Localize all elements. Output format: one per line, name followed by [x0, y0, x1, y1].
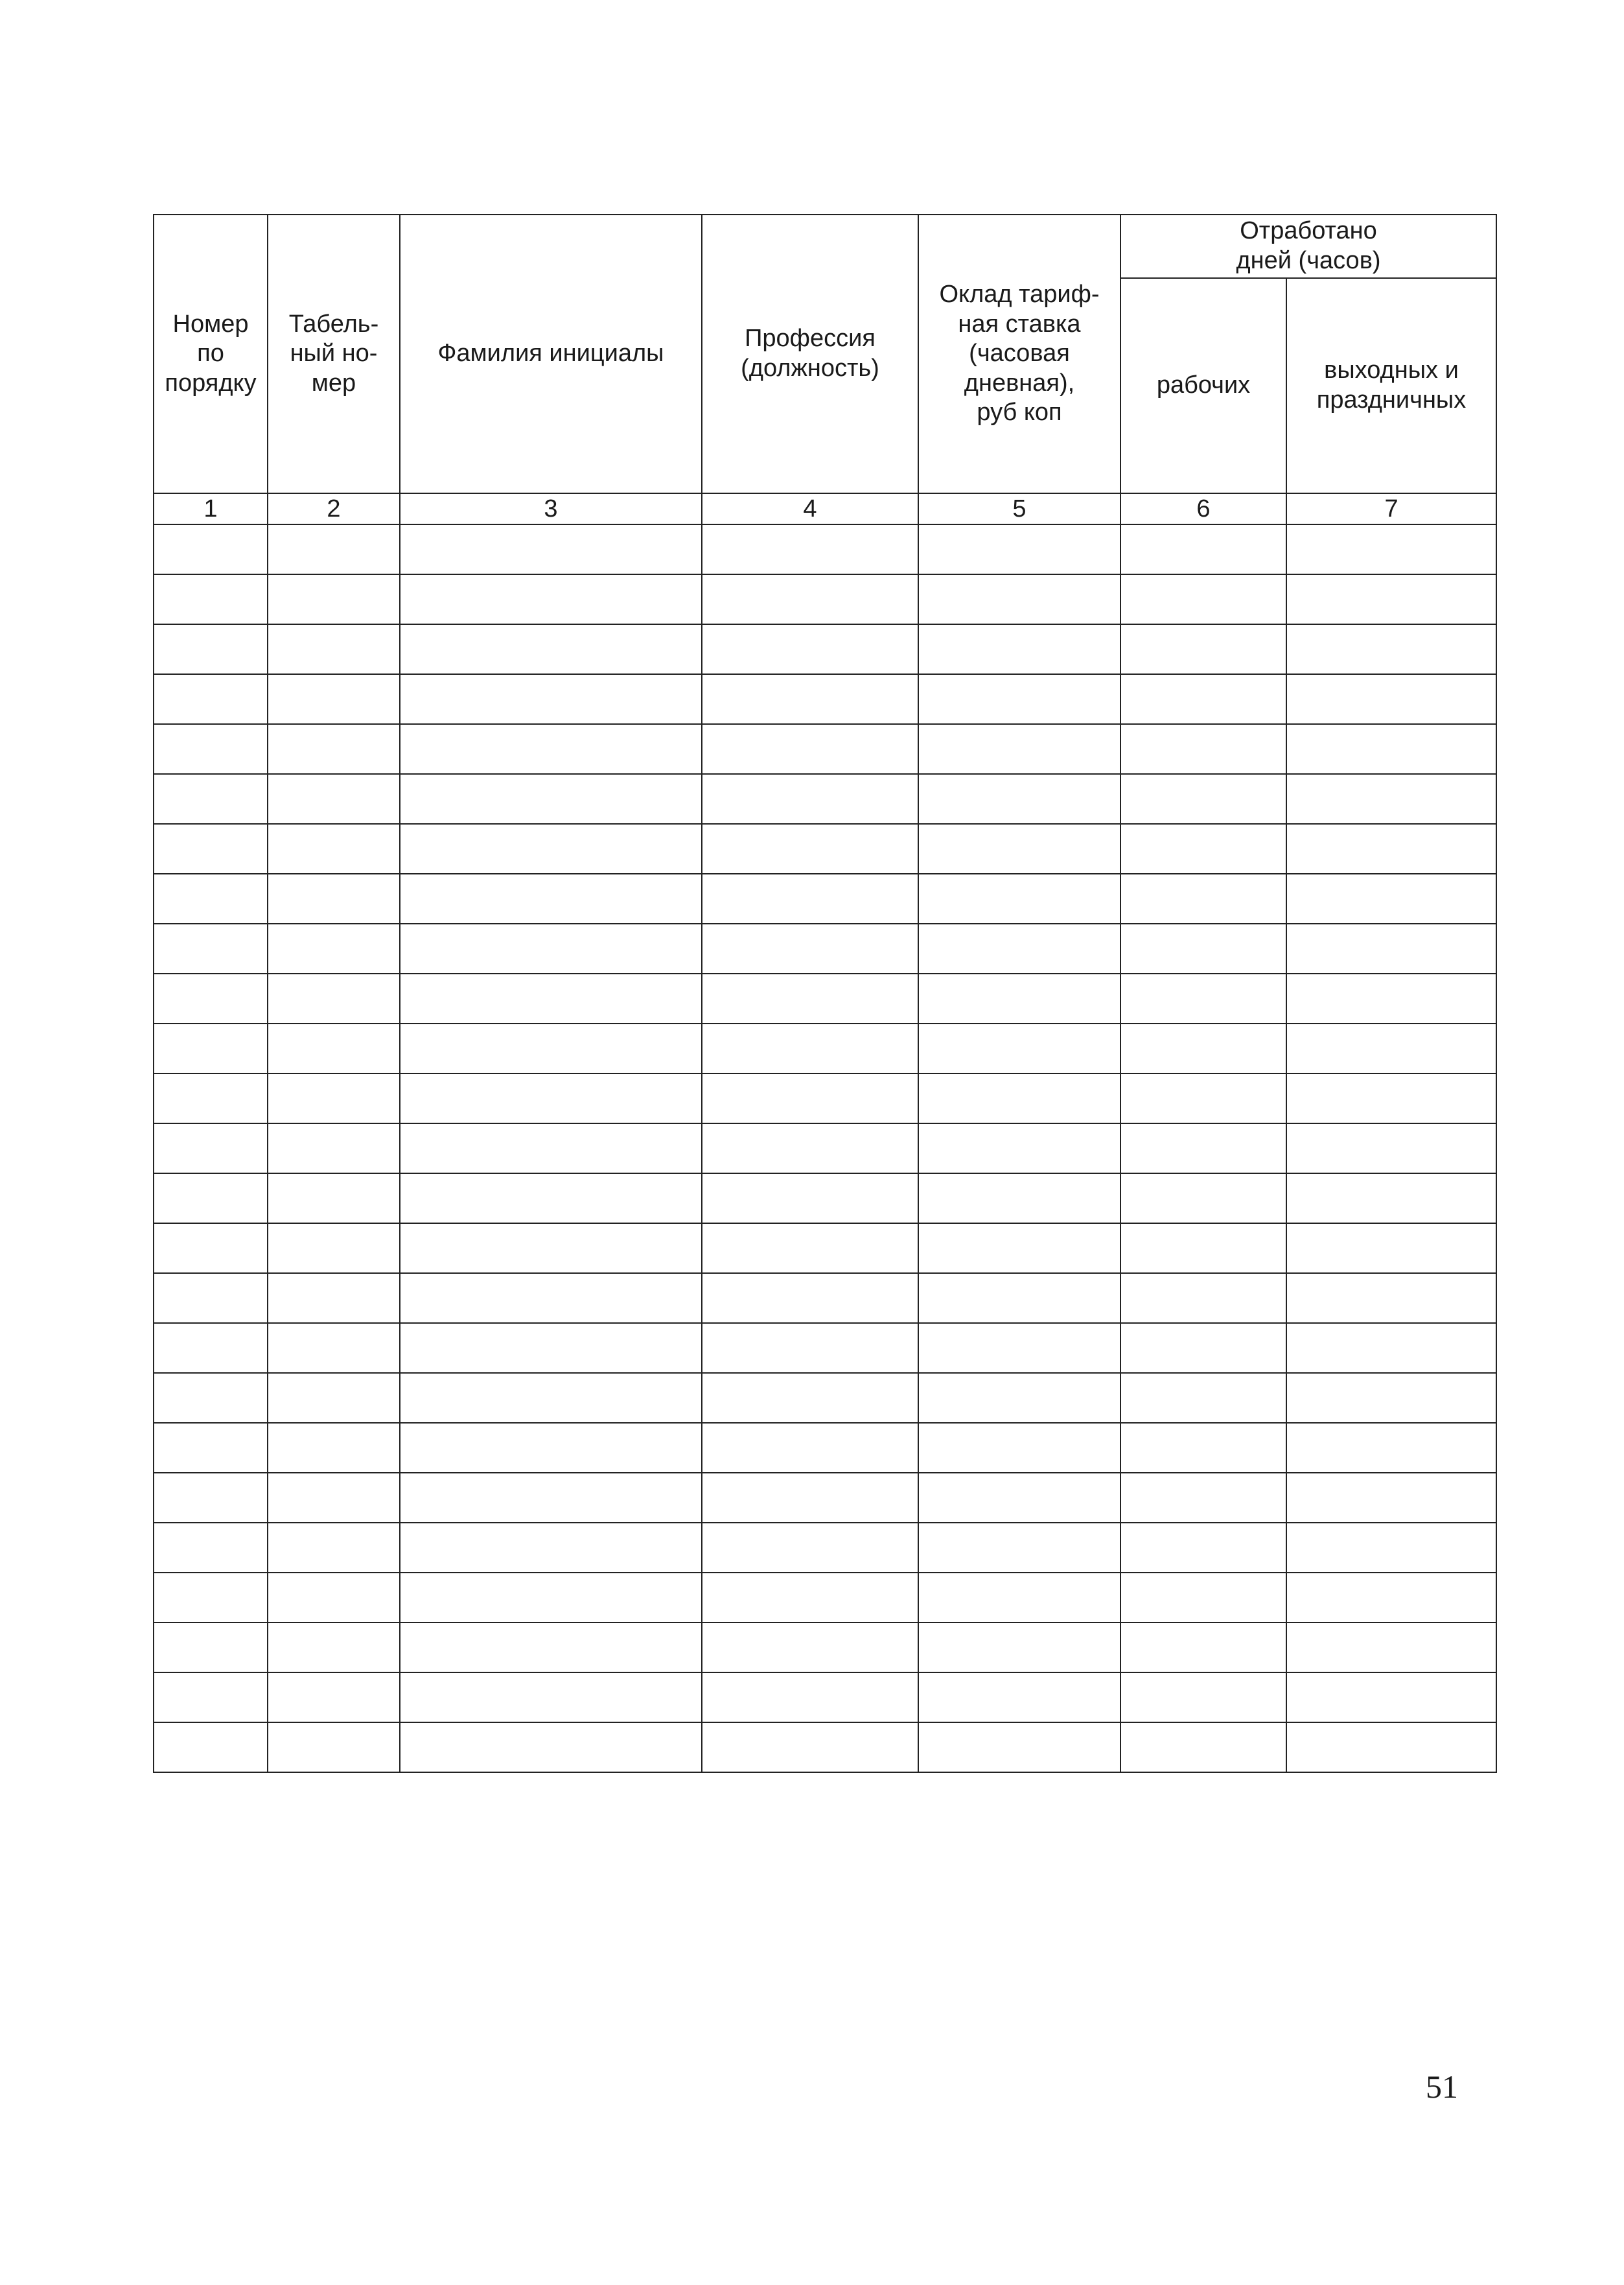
table-cell — [268, 1722, 400, 1772]
table-row — [154, 1623, 1496, 1672]
column-numbers-row — [154, 493, 1496, 524]
table-row — [154, 824, 1496, 874]
table-cell — [400, 624, 702, 674]
table-cell — [268, 724, 400, 774]
table-cell — [400, 924, 702, 974]
table-cell — [1120, 524, 1286, 574]
table-cell — [1286, 1373, 1496, 1423]
header-row-top — [154, 215, 1496, 278]
table-cell — [702, 1573, 918, 1623]
column-header-tab-number: Табель- ный но- мер — [268, 215, 400, 493]
table-cell — [1286, 1573, 1496, 1623]
column-header-profession: Профессия (должность) — [702, 215, 918, 493]
table-cell — [268, 1273, 400, 1323]
table-cell — [268, 1173, 400, 1223]
table-cell — [702, 1722, 918, 1772]
table-row — [154, 874, 1496, 924]
table-cell — [154, 1273, 268, 1323]
table-row — [154, 724, 1496, 774]
table-cell — [1120, 874, 1286, 924]
table-cell — [1120, 1223, 1286, 1273]
table-cell — [918, 974, 1120, 1024]
table-cell — [268, 524, 400, 574]
table-cell — [702, 1423, 918, 1473]
table-cell — [702, 1073, 918, 1123]
table-cell — [268, 1024, 400, 1073]
table-cell — [1120, 1473, 1286, 1523]
table-cell — [702, 1223, 918, 1273]
table-row — [154, 1523, 1496, 1573]
table-cell — [1120, 1623, 1286, 1672]
table-cell — [400, 1722, 702, 1772]
table-cell — [154, 1323, 268, 1373]
column-number: 2 — [268, 493, 400, 524]
table-cell — [400, 874, 702, 924]
table-row — [154, 774, 1496, 824]
table-row — [154, 1024, 1496, 1073]
table-cell — [918, 624, 1120, 674]
column-header-working-days: рабочих — [1120, 278, 1286, 493]
table-cell — [918, 524, 1120, 574]
table-cell — [918, 1523, 1120, 1573]
table-row — [154, 674, 1496, 724]
table-cell — [1286, 974, 1496, 1024]
table-cell — [268, 1623, 400, 1672]
table-cell — [268, 624, 400, 674]
table-cell — [1286, 1722, 1496, 1772]
table-cell — [1286, 1423, 1496, 1473]
table-cell — [702, 974, 918, 1024]
table-cell — [268, 674, 400, 724]
table-cell — [1120, 774, 1286, 824]
form-table — [153, 214, 1497, 1773]
table-cell — [1120, 1523, 1286, 1573]
table-cell — [400, 674, 702, 724]
table-cell — [918, 1073, 1120, 1123]
table-row — [154, 1123, 1496, 1173]
table-cell — [1120, 574, 1286, 624]
table-cell — [400, 974, 702, 1024]
table-cell — [918, 874, 1120, 924]
table-cell — [154, 1722, 268, 1772]
column-number: 7 — [1286, 493, 1496, 524]
table-cell — [268, 1323, 400, 1373]
table-row — [154, 1373, 1496, 1423]
table-cell — [154, 1623, 268, 1672]
table-cell — [154, 1573, 268, 1623]
table-row — [154, 1273, 1496, 1323]
table-cell — [1286, 1073, 1496, 1123]
table-cell — [1286, 674, 1496, 724]
table-row — [154, 1672, 1496, 1722]
table-cell — [268, 1423, 400, 1473]
table-cell — [268, 924, 400, 974]
table-cell — [1286, 1123, 1496, 1173]
table-cell — [154, 1672, 268, 1722]
table-cell — [918, 1373, 1120, 1423]
table-cell — [702, 824, 918, 874]
table-row — [154, 1423, 1496, 1473]
table-cell — [702, 674, 918, 724]
table-cell — [918, 1223, 1120, 1273]
table-row — [154, 1722, 1496, 1772]
table-cell — [400, 1024, 702, 1073]
table-cell — [1120, 1273, 1286, 1323]
table-cell — [702, 924, 918, 974]
table-cell — [268, 874, 400, 924]
table-cell — [918, 1672, 1120, 1722]
table-cell — [918, 1423, 1120, 1473]
column-header-holidays: выходных и праздничных — [1286, 278, 1496, 493]
table-cell — [1286, 1623, 1496, 1672]
table-cell — [400, 574, 702, 624]
table-cell — [1120, 1123, 1286, 1173]
table-cell — [1286, 1173, 1496, 1223]
page-number: 51 — [1426, 2068, 1458, 2105]
table-cell — [154, 874, 268, 924]
table-cell — [918, 774, 1120, 824]
table-cell — [268, 1123, 400, 1173]
table-row — [154, 1573, 1496, 1623]
column-header-name: Фамилия инициалы — [400, 215, 702, 493]
table-cell — [1286, 524, 1496, 574]
table-cell — [702, 1024, 918, 1073]
table-cell — [702, 524, 918, 574]
table-cell — [702, 574, 918, 624]
table-cell — [702, 1623, 918, 1672]
table-cell — [154, 524, 268, 574]
table-cell — [702, 1473, 918, 1523]
table-cell — [154, 724, 268, 774]
table-cell — [918, 724, 1120, 774]
table-cell — [1120, 924, 1286, 974]
table-cell — [400, 1073, 702, 1123]
table-cell — [268, 974, 400, 1024]
table-cell — [1120, 974, 1286, 1024]
table-cell — [702, 624, 918, 674]
table-cell — [1120, 1323, 1286, 1373]
table-row — [154, 1073, 1496, 1123]
table-cell — [400, 1473, 702, 1523]
table-cell — [154, 674, 268, 724]
table-cell — [268, 1223, 400, 1273]
table-cell — [268, 574, 400, 624]
table-cell — [918, 674, 1120, 724]
table-cell — [400, 724, 702, 774]
table-cell — [702, 1373, 918, 1423]
table-cell — [1120, 624, 1286, 674]
table-cell — [154, 1473, 268, 1523]
table-row — [154, 974, 1496, 1024]
table-cell — [400, 824, 702, 874]
table-cell — [154, 1423, 268, 1473]
table-row — [154, 574, 1496, 624]
table-cell — [1286, 1323, 1496, 1373]
table-cell — [918, 1573, 1120, 1623]
table-cell — [1286, 1473, 1496, 1523]
table-cell — [702, 1123, 918, 1173]
table-cell — [268, 824, 400, 874]
table-row — [154, 1223, 1496, 1273]
table-row — [154, 624, 1496, 674]
table-body — [154, 493, 1496, 1772]
table-cell — [400, 1223, 702, 1273]
column-number: 6 — [1120, 493, 1286, 524]
table-cell — [400, 1273, 702, 1323]
table-cell — [918, 1323, 1120, 1373]
table-cell — [1120, 1024, 1286, 1073]
table-cell — [918, 824, 1120, 874]
table-cell — [154, 1223, 268, 1273]
table-cell — [154, 1173, 268, 1223]
table-cell — [154, 1123, 268, 1173]
table-cell — [1286, 624, 1496, 674]
table-cell — [154, 924, 268, 974]
table-cell — [702, 1173, 918, 1223]
table-cell — [918, 1473, 1120, 1523]
column-group-header-worked: Отработано дней (часов) — [1120, 215, 1496, 278]
table-row — [154, 1173, 1496, 1223]
table-cell — [400, 1523, 702, 1573]
table-cell — [154, 774, 268, 824]
table-cell — [1120, 1672, 1286, 1722]
table-cell — [702, 1323, 918, 1373]
table-cell — [400, 1623, 702, 1672]
table-cell — [1120, 724, 1286, 774]
table-cell — [400, 1423, 702, 1473]
table-cell — [400, 524, 702, 574]
table-cell — [154, 974, 268, 1024]
table-cell — [1120, 824, 1286, 874]
table-cell — [1120, 1722, 1286, 1772]
table-cell — [918, 574, 1120, 624]
table-cell — [154, 624, 268, 674]
table-cell — [400, 1373, 702, 1423]
table-cell — [400, 1323, 702, 1373]
table-cell — [918, 1173, 1120, 1223]
table-cell — [154, 1024, 268, 1073]
table-cell — [154, 574, 268, 624]
column-number: 1 — [154, 493, 268, 524]
column-number: 5 — [918, 493, 1120, 524]
table-cell — [154, 1073, 268, 1123]
table-row — [154, 924, 1496, 974]
table-cell — [918, 1024, 1120, 1073]
table-cell — [1286, 1273, 1496, 1323]
table-cell — [1286, 1024, 1496, 1073]
table-cell — [268, 774, 400, 824]
table-cell — [918, 1722, 1120, 1772]
table-cell — [1286, 574, 1496, 624]
table-cell — [1286, 724, 1496, 774]
table-cell — [918, 1623, 1120, 1672]
table-cell — [702, 774, 918, 824]
table-cell — [400, 1672, 702, 1722]
table-row — [154, 524, 1496, 574]
table-cell — [1286, 1223, 1496, 1273]
table-cell — [268, 1672, 400, 1722]
table-cell — [1120, 1173, 1286, 1223]
table-cell — [1286, 774, 1496, 824]
table-cell — [400, 1173, 702, 1223]
table-cell — [1120, 1423, 1286, 1473]
column-header-rate: Оклад тариф- ная ставка (часовая дневная), руб коп — [918, 215, 1120, 493]
table-cell — [268, 1573, 400, 1623]
table-cell — [1120, 674, 1286, 724]
column-header-number: Номер по порядку — [154, 215, 268, 493]
table-cell — [702, 874, 918, 924]
table-cell — [400, 1123, 702, 1173]
table-cell — [268, 1073, 400, 1123]
table-cell — [268, 1473, 400, 1523]
table-cell — [1286, 1523, 1496, 1573]
column-number: 4 — [702, 493, 918, 524]
table-cell — [702, 1523, 918, 1573]
table-cell — [918, 1273, 1120, 1323]
column-number: 3 — [400, 493, 702, 524]
table-cell — [268, 1373, 400, 1423]
table-cell — [1120, 1373, 1286, 1423]
table-cell — [154, 1373, 268, 1423]
table-cell — [400, 1573, 702, 1623]
table-row — [154, 1323, 1496, 1373]
table-cell — [1286, 924, 1496, 974]
table-cell — [1286, 874, 1496, 924]
table-cell — [1120, 1073, 1286, 1123]
table-cell — [268, 1523, 400, 1573]
table-cell — [1120, 1573, 1286, 1623]
table-cell — [918, 924, 1120, 974]
table-cell — [1286, 1672, 1496, 1722]
table-cell — [918, 1123, 1120, 1173]
table-cell — [154, 1523, 268, 1573]
table-cell — [154, 824, 268, 874]
table-cell — [1286, 824, 1496, 874]
table-cell — [702, 724, 918, 774]
table-cell — [400, 774, 702, 824]
table-cell — [702, 1672, 918, 1722]
table-cell — [702, 1273, 918, 1323]
table-row — [154, 1473, 1496, 1523]
